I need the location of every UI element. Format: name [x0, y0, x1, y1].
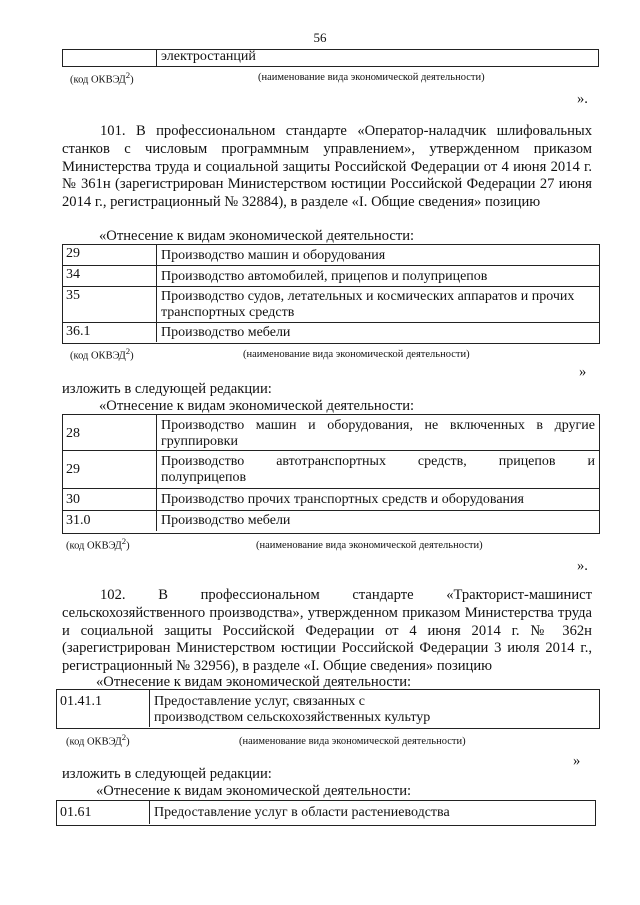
section-102-old-table [56, 689, 600, 729]
activity-name-caption: (наименование вида экономической деятельности) [256, 540, 483, 551]
okved-code-cell: 29 [63, 451, 157, 488]
okved-code-caption: (код ОКВЭД$^2$) [70, 346, 134, 362]
page-number: 56 [313, 30, 327, 45]
word: «Тракторист-машинист [446, 587, 592, 603]
section-102-text [62, 587, 592, 676]
okved-code-caption: (код ОКВЭД$^2$) [66, 732, 130, 748]
activity-name-cell: Производство машин и оборудования [161, 248, 386, 263]
section-101-text: 101. В профессиональном стандарте «Оператор-наладчик шлифовальных станков с числовым программным управлением», утвержденном приказом Министерства труда и социальной защиты Российской Федерации от 4 июня 2014 г. № 361н (зарегистрирован Министерством юстиции Российской Федерации 27 июня 2014 г., регистрационный № 32884), в разделе «I. Общие сведения» позицию [62, 123, 592, 211]
word: профессиональном [200, 587, 320, 603]
name-line: полуприцепов [161, 470, 247, 485]
closing-quote: ». [577, 558, 588, 574]
table-row [63, 266, 599, 287]
word: Производство [161, 454, 245, 469]
table-row [63, 415, 599, 451]
okved-code-cell: 30 [63, 489, 157, 510]
closing-quote: » [573, 753, 581, 769]
word: 102. [100, 587, 126, 603]
word: В [158, 587, 168, 603]
activity-name-cell: Производство мебели [161, 513, 291, 528]
okved-code-cell: 35 [63, 287, 157, 322]
section-102-heading: «Отнесение к видам экономической деятельности: [96, 674, 412, 690]
word: и [587, 454, 595, 469]
table-row [63, 50, 598, 66]
table-row [63, 511, 599, 531]
section-101-new-table [62, 414, 600, 534]
activity-name-caption: (наименование вида экономической деятельности) [258, 72, 485, 83]
replace-instruction: изложить в следующей редакции: [62, 381, 272, 397]
table-row [63, 287, 599, 323]
okved-code-cell: 01.61 [57, 801, 150, 824]
section-101-heading: «Отнесение к видам экономической деятельности: [99, 228, 415, 244]
activity-name-cell: Производство мебели [161, 325, 291, 340]
table-row [63, 323, 599, 342]
okved-code-cell [63, 50, 157, 66]
activity-name-cell: Предоставление услуг, связанных с производством сельскохозяйственных культур [154, 694, 431, 725]
closing-quote: ». [577, 91, 588, 107]
activity-name-caption: (наименование вида экономической деятельности) [243, 349, 470, 360]
table-row [63, 489, 599, 511]
okved-code-cell: 34 [63, 266, 157, 286]
word: прицепов [498, 454, 556, 469]
word: стандарте [352, 587, 414, 603]
table-row [57, 690, 599, 727]
word: автотранспортных [276, 454, 386, 469]
section-101-new-heading: «Отнесение к видам экономической деятельности: [99, 398, 415, 414]
okved-code-caption: (код ОКВЭД$^2$) [70, 70, 134, 86]
name-line [161, 454, 595, 470]
table-row [63, 245, 599, 266]
activity-name-cell: Производство автомобилей, прицепов и полуприцепов [161, 269, 488, 284]
activity-name-caption: (наименование вида экономической деятельности) [239, 736, 466, 747]
activity-name-cell: электростанций [161, 49, 256, 64]
section-102-new-table [56, 800, 596, 826]
word: средств, [417, 454, 467, 469]
table-row [57, 801, 595, 824]
section-101-old-table [62, 244, 600, 344]
okved-code-cell: 36.1 [63, 323, 157, 342]
activity-name-cell: Предоставление услуг в области растениеводства [154, 805, 450, 820]
activity-name-cell: Производство машин и оборудования, не включенных в другие группировки [161, 418, 595, 449]
okved-code-cell: 31.0 [63, 511, 157, 531]
activity-name-cell: Производство прочих транспортных средств и оборудования [161, 492, 524, 507]
section-102-rest: сельскохозяйственного производства», утвержденном приказом Министерства труда и социальной защиты Российской Федерации от 4 июня 2014 г. № 362н (зарегистрирован Министерством юстиции Российской Федерации 3 июля 2014 г., регистрационный № 32956), в разделе «I. Общие сведения» позицию [62, 604, 592, 675]
okved-code-cell: 28 [63, 415, 157, 450]
table-row [63, 451, 599, 489]
okved-code-cell: 29 [63, 245, 157, 265]
closing-quote: » [579, 364, 587, 380]
section-102-first-line [62, 587, 592, 605]
activity-name-cell [157, 451, 599, 486]
okved-code-caption: (код ОКВЭД$^2$) [66, 536, 130, 552]
activity-name-cell: Производство судов, летательных и космических аппаратов и прочих транспортных средств [161, 289, 575, 320]
replace-instruction: изложить в следующей редакции: [62, 766, 272, 782]
section-102-new-heading: «Отнесение к видам экономической деятельности: [96, 783, 412, 799]
top-okved-table [62, 49, 599, 67]
okved-code-cell: 01.41.1 [57, 690, 150, 727]
